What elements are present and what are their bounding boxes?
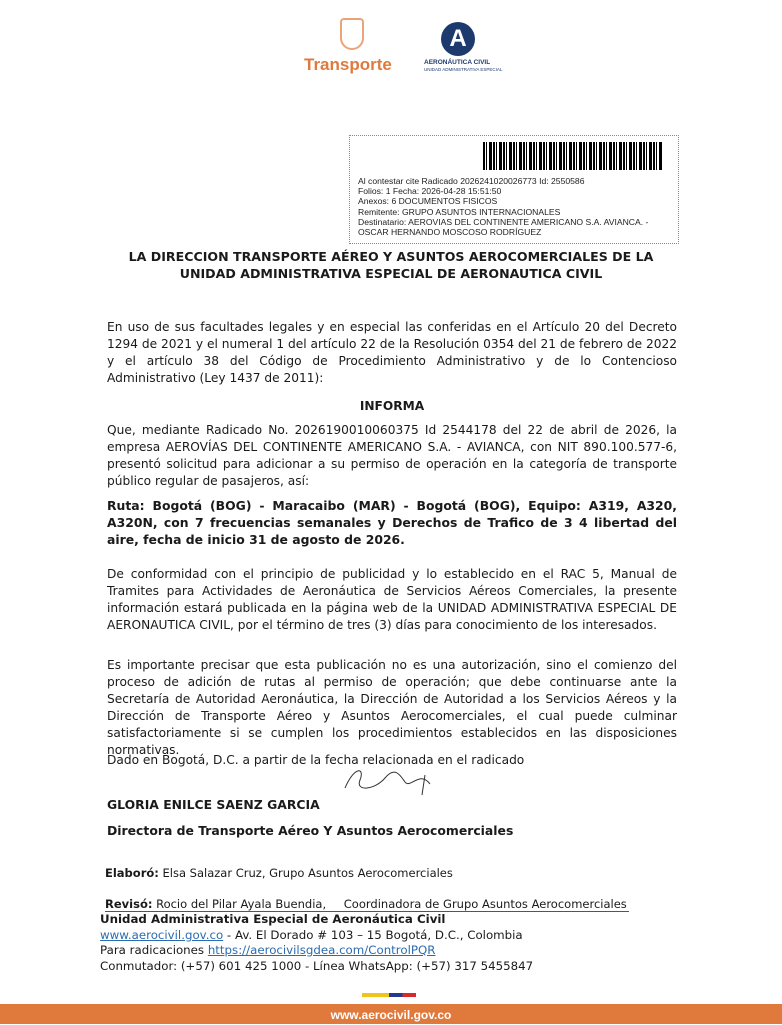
- paragraph-aclaracion: Es importante precisar que esta publicación no es una autorización, sino el comienzo del proceso de adición de rutas al permiso de operación; que debe continuarse ante la Secretaría de Autoridad Aeronáutica, la Dirección de Autoridad a los Servicios Aéreos y la Dirección de Transporte Aéreo y Asuntos Aerocomerciales, el cual puede culminar satisfactoriamente si se cumplen los procedimientos establecidos en las disposiciones normativas.: [107, 658, 677, 757]
- reviso-line: [105, 897, 629, 912]
- coat-of-arms-icon: [340, 18, 364, 50]
- footer-org: Unidad Administrativa Especial de Aeronáutica Civil: [100, 912, 446, 926]
- stamp-line: OSCAR HERNANDO MOSCOSO RODRÍGUEZ: [358, 227, 542, 238]
- signer-name: GLORIA ENILCE SAENZ GARCIA: [107, 797, 320, 812]
- paragraph-route: Ruta: Bogotá (BOG) - Maracaibo (MAR) - Bogotá (BOG), Equipo: A319, A320, A320N, con 7 frecuencias semanales y Derechos de Trafico de 3 4 libertad del aire, fecha de inicio 31 de agosto de 2026.: [107, 498, 677, 547]
- aerocivil-logo-subtext: UNIDAD ADMINISTRATIVA ESPECIAL: [424, 67, 503, 72]
- paragraph-radicado: Que, mediante Radicado No. 2026190010060375 Id 2544178 del 22 de abril de 2026, la empresa AEROVÍAS DEL CONTINENTE AMERICANO S.A. - AVIANCA, con NIT 890.100.577-6, presentó solicitud para adicionar a su permiso de operación en la categoría de transporte público regular de pasajeros, así:: [107, 423, 677, 488]
- stamp-line: Anexos: 6 DOCUMENTOS FISICOS: [358, 196, 498, 207]
- stamp-line: Remitente: GRUPO ASUNTOS INTERNACIONALES: [358, 206, 561, 217]
- paragraph-dado: Dado en Bogotá, D.C. a partir de la fecha relacionada en el radicado: [107, 753, 525, 767]
- footer-address: - Av. El Dorado # 103 – 15 Bogotá, D.C., Colombia: [223, 927, 523, 942]
- paragraph-publicidad: De conformidad con el principio de publicidad y lo establecido en el RAC 5, Manual de Tramites para Actividades de Aeronáutica de Servicios Aéreos Comerciales, la presente información estará publicada en la página web de la UNIDAD ADMINISTRATIVA ESPECIAL DE AERONAUTICA CIVIL, por el término de tres (3) días para conocimiento de los interesados.: [107, 567, 677, 632]
- aerocivil-logo-text: AERONÁUTICA CIVIL: [424, 59, 491, 66]
- reviso-label: Revisó:: [105, 897, 153, 911]
- elaboro-line: [105, 866, 453, 880]
- aerocivil-logo-icon: A: [441, 22, 475, 56]
- elaboro-label: Elaboró:: [105, 866, 159, 880]
- footer-radic-label: Para radicaciones: [100, 943, 208, 957]
- transporte-logo: Transporte: [304, 55, 392, 74]
- footer-info: [100, 912, 533, 974]
- paragraph-facultades: En uso de sus facultades legales y en especial las conferidas en el Artículo 20 del Decreto 1294 de 2021 y el numeral 1 del artículo 22 de la Resolución 0354 del 21 de febrero de 2022 y el artículo 38 del Código de Procedimiento Administrativo y de lo Contencioso Administrativo (Ley 1437 de 2011):: [107, 320, 677, 385]
- signer-role: Directora de Transporte Aéreo Y Asuntos Aerocomerciales: [107, 823, 514, 838]
- signature: [340, 760, 440, 800]
- elaboro-value: Elsa Salazar Cruz, Grupo Asuntos Aerocomerciales: [162, 866, 453, 880]
- stamp-line: Al contestar cite Radicado 2026241020026773 Id: 2550586: [358, 176, 585, 186]
- title-line: UNIDAD ADMINISTRATIVA ESPECIAL DE AERONAUTICA CIVIL: [179, 266, 603, 281]
- reviso-name: Rocio del Pilar Ayala Buendia,: [156, 897, 327, 911]
- stamp-line: Folios: 1 Fecha: 2026-04-28 15:51:50: [358, 186, 502, 197]
- footer-website-link[interactable]: www.aerocivil.gov.co: [100, 927, 224, 942]
- footer-bar: [0, 1004, 782, 1024]
- barcode: [483, 142, 663, 170]
- footer-bar-url[interactable]: www.aerocivil.gov.co: [330, 1008, 452, 1022]
- footer-radic-link[interactable]: https://aerocivilsgdea.com/ControlPQR: [207, 943, 436, 957]
- document-title: [80, 248, 702, 282]
- title-line: LA DIRECCION TRANSPORTE AÉREO Y ASUNTOS AEROCOMERCIALES DE LA: [128, 249, 654, 264]
- heading-informa: INFORMA: [359, 399, 425, 413]
- footer-phone: Conmutador: (+57) 601 425 1000 - Línea WhatsApp: (+57) 317 5455847: [100, 958, 534, 973]
- reviso-role: Coordinadora de Grupo Asuntos Aerocomerciales: [343, 897, 627, 911]
- stamp-line: Destinatario: AEROVIAS DEL CONTINENTE AMERICANO S.A. AVIANCA. -: [358, 216, 649, 227]
- radicado-stamp: [349, 135, 679, 244]
- colombia-flag-bar: [362, 993, 416, 997]
